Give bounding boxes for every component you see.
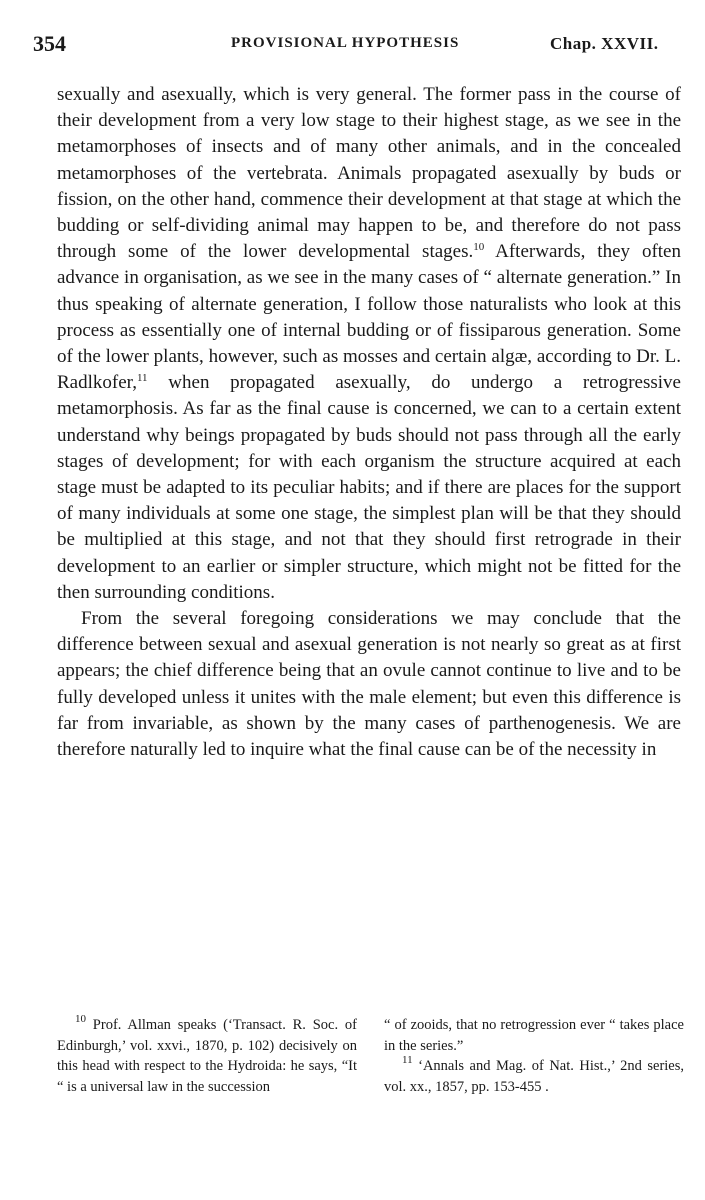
main-text (57, 82, 681, 763)
footnote-11-text: ‘Annals and Mag. of Nat. Hist.,’ 2nd series, vol. xx., 1857, pp. 153-455 . (384, 1058, 684, 1095)
page-number: 354 (33, 31, 66, 56)
paragraph-1-text-a: sexually and asexually, which is very general. The former pass in the course of their development from a very low stage to their highest stage, as we see in the metamorphoses of insects and of many other animals, and in the concealed metamorphoses of the vertebrata. Animals propagated asexually by buds or fission, on the other hand, commence their development at that stage at which the budding or self-dividing animal may happen to be, and therefore do not pass through some of the lower developmental stages. (57, 84, 681, 263)
paragraph-2: From the several foregoing considerations we may conclude that the difference between sexual and asexual generation is not nearly so great as at first appears; the chief difference being that an ovule cannot continue to live and to be fully developed unless it unites with the male element; but even this difference is far from invariable, as shown by the many cases of parthenogenesis. We are therefore naturally led to inquire what the final cause can be of the necessity in (57, 608, 681, 761)
footnote-column-right (384, 1015, 684, 1097)
paragraph-1 (57, 82, 681, 606)
paragraph-1-text-b: Afterwards, they often advance in organisation, as we see in the many cases of “ alternate generation.” In thus speaking of alternate generation, I follow those naturalists who look at this process as essentially one of internal budding or of fissiparous generation. Some of the lower plants, however, such as mosses and certain algæ, according to Dr. L. Radlkofer, (57, 241, 681, 394)
paragraph-1-text-c: when propagated asexually, do undergo a retrogressive metamorphosis. As far as the final cause is concerned, we can to a certain extent understand why beings propagated by buds should not pass through all the early stages of development; for with each organism the structure acquired at each stage must be adapted to its peculiar habits; and if there are places for the support of many individuals at some one stage, the simplest plan will be that they should be multiplied at this stage, and not that they should first retrograde in their development to an earlier or simpler structure, which might not be fitted for the then surrounding conditions. (57, 372, 681, 603)
footnote-10-text: Prof. Allman speaks (‘Transact. R. Soc. of Edinburgh,’ vol. xxvi., 1870, p. 102) decisively on this head with respect to the Hydroida: he says, “It “ is a universal law in the succession (57, 1017, 357, 1095)
footnote-ref-10[interactable]: 10 (473, 241, 485, 254)
footnote-11 (384, 1056, 684, 1097)
footnote-column-left (57, 1015, 357, 1097)
footnote-11-number: 11 (402, 1054, 413, 1066)
footnote-10-number: 10 (75, 1013, 86, 1025)
chapter-label: Chap. XXVII. (550, 34, 659, 53)
footnote-10-continued: “ of zooids, that no retrogression ever “ takes place in the series.” (384, 1017, 684, 1054)
running-title: PROVISIONAL HYPOTHESIS (231, 35, 460, 51)
page-header (33, 31, 683, 59)
footnote-ref-11[interactable]: 11 (136, 372, 148, 385)
footnote-10 (57, 1015, 357, 1097)
